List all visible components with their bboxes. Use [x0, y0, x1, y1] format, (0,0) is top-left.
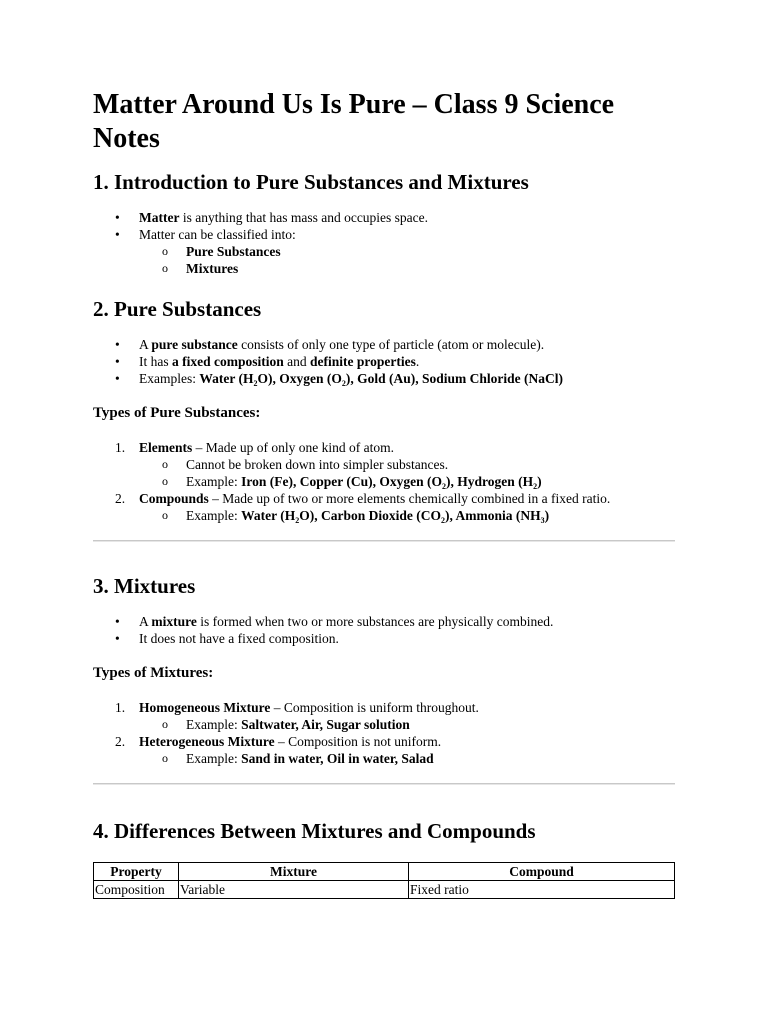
table-cell: Composition [94, 881, 179, 899]
section-1-list [93, 209, 675, 277]
list-item: • Examples: Water $(H_2O)$, Oxygen $(O_2)$, Gold (Au), Sodium Chloride (NaCl) [93, 370, 675, 387]
sub-list-item: o Mixtures [93, 260, 675, 277]
section-4-heading: 4. Differences Between Mixtures and Compounds [93, 819, 536, 843]
section-3-list [93, 613, 675, 647]
types-of-mixtures-heading: Types of Mixtures: [93, 665, 214, 681]
page-title: Matter Around Us Is Pure – Class 9 Science Notes [93, 89, 615, 154]
list-item: 1. Elements – Made up of only one kind of atom. o Cannot be broken down into simpler substances. o Example: Iron (Fe), Copper (Cu), Oxygen $(O_2)$, Hydrogen $(H_2)$ [93, 439, 675, 490]
section-divider [93, 783, 675, 785]
sub-list-item: o Example: Water $(H_2O)$, Carbon Dioxide $(CO_2)$, Ammonia $(NH_3)$ [93, 507, 675, 524]
table-header-row [94, 863, 675, 881]
sub-list [93, 716, 675, 733]
list-item: • A mixture is formed when two or more substances are physically combined. [93, 613, 675, 630]
section-2-list [93, 336, 675, 387]
sub-list [93, 243, 675, 277]
list-item: • Matter can be classified into: o Pure Substances o Mixtures [93, 226, 675, 277]
comparison-table [93, 862, 675, 899]
list-item: • It does not have a fixed composition. [93, 630, 675, 647]
mixture-types-list [93, 699, 675, 767]
sub-list-item: o Example: Sand in water, Oil in water, Salad [93, 750, 675, 767]
section-1-heading: 1. Introduction to Pure Substances and Mixtures [93, 170, 529, 194]
sub-list [93, 456, 675, 490]
types-of-pure-substances-heading: Types of Pure Substances: [93, 405, 261, 421]
table-row [94, 881, 675, 899]
pure-substance-types-list [93, 439, 675, 524]
section-divider [93, 540, 675, 542]
list-item: • A pure substance consists of only one type of particle (atom or molecule). [93, 336, 675, 353]
sub-list-item: o Pure Substances [93, 243, 675, 260]
list-item: • Matter is anything that has mass and occupies space. [93, 209, 675, 226]
list-item: 1. Homogeneous Mixture – Composition is uniform throughout. o Example: Saltwater, Air, Sugar solution [93, 699, 675, 733]
table-cell: Variable [179, 881, 409, 899]
sub-list [93, 750, 675, 767]
table-header-cell: Mixture [179, 863, 409, 881]
section-3-heading: 3. Mixtures [93, 574, 196, 598]
list-item: 2. Heterogeneous Mixture – Composition is not uniform. o Example: Sand in water, Oil in water, Salad [93, 733, 675, 767]
sub-list-item: o Cannot be broken down into simpler substances. [93, 456, 675, 473]
list-item: 2. Compounds – Made up of two or more elements chemically combined in a fixed ratio. o Example: Water $(H_2O)$, Carbon Dioxide $(CO_2)$, Ammonia $(NH_3)$ [93, 490, 675, 524]
sub-list [93, 507, 675, 524]
table-header-cell: Property [94, 863, 179, 881]
table-cell: Fixed ratio [409, 881, 675, 899]
section-2-heading: 2. Pure Substances [93, 297, 262, 321]
list-item: • It has a fixed composition and definite properties. [93, 353, 675, 370]
table-header-cell: Compound [409, 863, 675, 881]
sub-list-item: o Example: Saltwater, Air, Sugar solution [93, 716, 675, 733]
sub-list-item: o Example: Iron (Fe), Copper (Cu), Oxygen $(O_2)$, Hydrogen $(H_2)$ [93, 473, 675, 490]
